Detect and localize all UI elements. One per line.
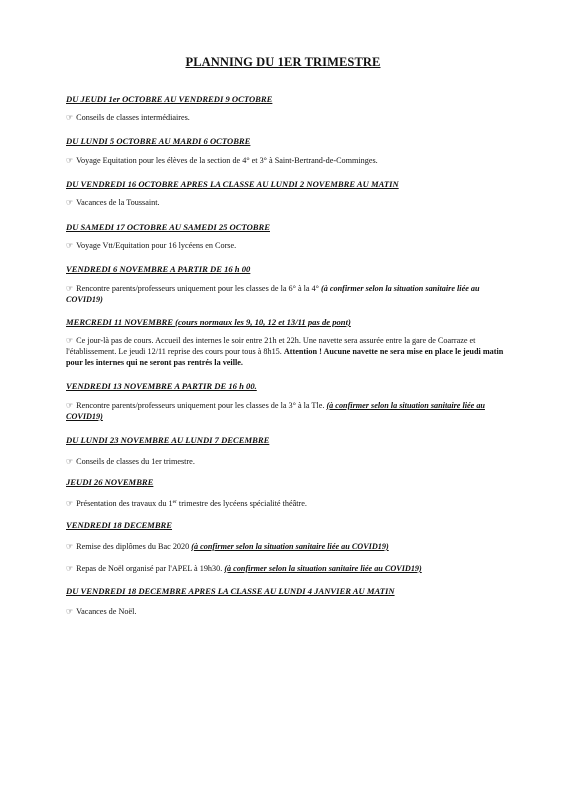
list-item: ☞ Conseils de classes intermédiaires. xyxy=(66,113,190,122)
warning-text: Attention ! Aucune navette ne sera mise en place le jeudi matin pour les internes qui ne seront pas rentrés la veille. xyxy=(66,347,504,367)
covid-note: (à confirmer selon la situation sanitaire liée au COVID19) xyxy=(191,542,389,551)
section-heading-11: DU VENDREDI 18 DECEMBRE APRES LA CLASSE AU LUNDI 4 JANVIER AU MATIN xyxy=(66,586,395,596)
list-item: ☞ Ce jour-là pas de cours. Accueil des internes le soir entre 21h et 22h. Une navette sera assurée entre la gare de Coarraze et l'établissement. Le jeudi 12/11 reprise des cours pour tous à 8h15. Attention ! Aucune navette ne sera mise en place le jeudi matin pour les internes qui ne seront pas rentrés la veille. xyxy=(66,336,504,367)
list-item: ☞ Présentation des travaux du 1er trimestre des lycéens spécialité théâtre. xyxy=(66,499,307,508)
list-item: ☞ Vacances de Noël. xyxy=(66,607,137,616)
pointing-hand-icon: ☞ xyxy=(66,401,74,410)
covid-note: (à confirmer selon la situation sanitaire liée au COVID19) xyxy=(66,401,485,421)
list-item: ☞ Rencontre parents/professeurs uniquement pour les classes de la 6° à la 4° (à confirmer selon la situation sanitaire liée au COVID19) xyxy=(66,284,480,304)
pointing-hand-icon: ☞ xyxy=(66,113,74,122)
pointing-hand-icon: ☞ xyxy=(66,336,74,345)
section-heading-1: DU JEUDI 1er OCTOBRE AU VENDREDI 9 OCTOBRE xyxy=(66,94,273,104)
list-item: ☞ Remise des diplômes du Bac 2020 (à confirmer selon la situation sanitaire liée au COVID19) xyxy=(66,542,389,551)
pointing-hand-icon: ☞ xyxy=(66,564,74,573)
section-heading-7: VENDREDI 13 NOVEMBRE A PARTIR DE 16 h 00. xyxy=(66,381,257,391)
list-item: ☞ Rencontre parents/professeurs uniquement pour les classes de la 3° à la Tle. (à confirmer selon la situation sanitaire liée au COVID19) xyxy=(66,401,485,421)
pointing-hand-icon: ☞ xyxy=(66,284,74,293)
list-item: ☞ Conseils de classes du 1er trimestre. xyxy=(66,457,195,466)
section-heading-2: DU LUNDI 5 OCTOBRE AU MARDI 6 OCTOBRE xyxy=(66,136,251,146)
section-heading-10: VENDREDI 18 DECEMBRE xyxy=(66,520,173,530)
section-heading-9: JEUDI 26 NOVEMBRE xyxy=(66,477,154,487)
section-heading-8: DU LUNDI 23 NOVEMBRE AU LUNDI 7 DECEMBRE xyxy=(66,435,270,445)
pointing-hand-icon: ☞ xyxy=(66,457,74,466)
pointing-hand-icon: ☞ xyxy=(66,156,74,165)
section-heading-6: MERCREDI 11 NOVEMBRE (cours normaux les 9, 10, 12 et 13/11 pas de pont) xyxy=(66,317,351,327)
pointing-hand-icon: ☞ xyxy=(66,499,74,508)
list-item: ☞ Voyage Vtt/Equitation pour 16 lycéens en Corse. xyxy=(66,241,237,250)
list-item: ☞ Repas de Noël organisé par l'APEL à 19h30. (à confirmer selon la situation sanitaire liée au COVID19) xyxy=(66,564,422,573)
covid-note: (à confirmer selon la situation sanitaire liée au COVID19) xyxy=(224,564,422,573)
section-heading-3: DU VENDREDI 16 OCTOBRE APRES LA CLASSE AU LUNDI 2 NOVEMBRE AU MATIN xyxy=(66,179,399,189)
pointing-hand-icon: ☞ xyxy=(66,198,74,207)
pointing-hand-icon: ☞ xyxy=(66,542,74,551)
section-heading-4: DU SAMEDI 17 OCTOBRE AU SAMEDI 25 OCTOBRE xyxy=(66,222,270,232)
page-title: PLANNING DU 1ER TRIMESTRE xyxy=(185,55,381,69)
list-item: ☞ Voyage Equitation pour les élèves de la section de 4° et 3° à Saint-Bertrand-de-Comminges. xyxy=(66,156,378,165)
section-heading-5: VENDREDI 6 NOVEMBRE A PARTIR DE 16 h 00 xyxy=(66,264,251,274)
list-item: ☞ Vacances de la Toussaint. xyxy=(66,198,160,207)
covid-note: (à confirmer selon la situation sanitaire liée au COVID19) xyxy=(66,284,480,304)
pointing-hand-icon: ☞ xyxy=(66,607,74,616)
pointing-hand-icon: ☞ xyxy=(66,241,74,250)
